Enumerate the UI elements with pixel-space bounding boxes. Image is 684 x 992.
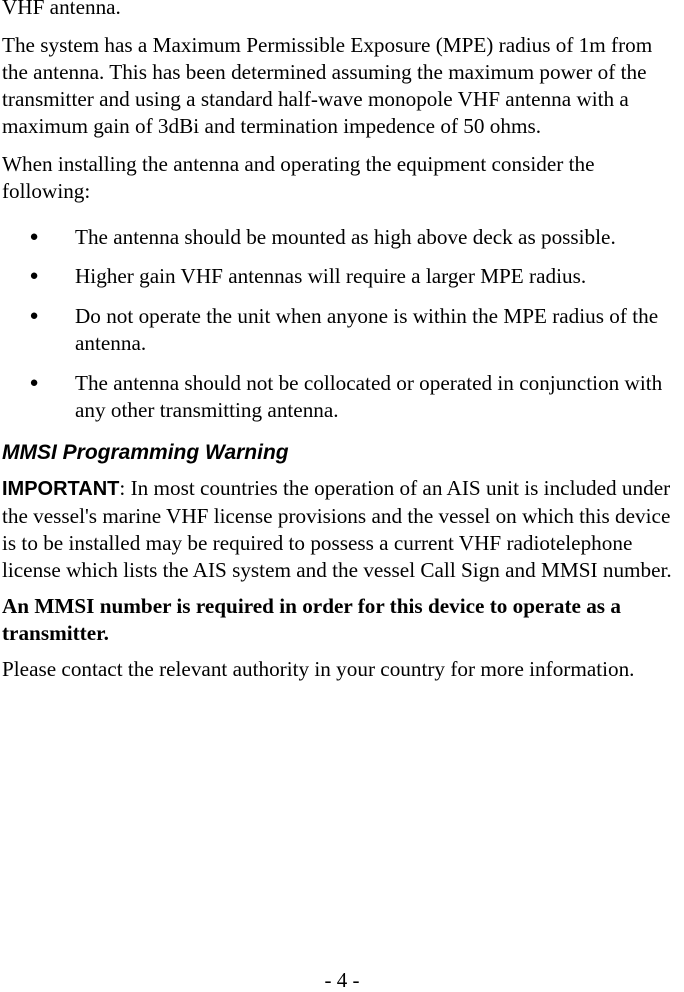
list-item [2,303,682,357]
list-item [2,263,682,290]
list-item-text: The antenna should not be collocated or operated in conjunction with any other transmitting antenna. [75,371,663,422]
bullet-icon: ● [29,229,39,245]
paragraph-mmsi-required: An MMSI number is required in order for this device to operate as a transmitter. [2,594,621,645]
paragraph-mpe: The system has a Maximum Permissible Exposure (MPE) radius of 1m from the antenna. This has been determined assuming the maximum power of the transmitter and using a standard half-wave monopole VHF antenna with a maximum gain of 3dBi and termination impedence of 50 ohms. [2,33,653,138]
section-heading-mmsi: MMSI Programming Warning [2,441,289,464]
bullet-icon: ● [29,308,39,324]
list-item-text: Do not operate the unit when anyone is within the MPE radius of the antenna. [75,304,659,355]
list-item-text: The antenna should be mounted as high above deck as possible. [75,225,616,249]
bullet-icon: ● [29,375,39,391]
list-item [2,224,682,251]
paragraph-contact: Please contact the relevant authority in your country for more information. [2,657,635,681]
list-item-text: Higher gain VHF antennas will require a larger MPE radius. [75,264,587,288]
bullet-icon: ● [29,268,39,284]
page-number: - 4 - [324,968,360,992]
bullet-list [2,224,682,424]
important-label: IMPORTANT [2,478,120,500]
paragraph-install: When installing the antenna and operating the equipment consider the following: [2,152,595,203]
text-fragment-top: VHF antenna. [2,0,121,19]
list-item [2,370,682,424]
document-page [2,0,682,683]
paragraph-important [2,475,682,584]
important-text: : In most countries the operation of an AIS unit is included under the vessel's marine VHF license provisions and the vessel on which this device is to be installed may be required to possess a current VHF radiotelephone license which lists the AIS system and the vessel Call Sign and MMSI number. [2,476,672,582]
